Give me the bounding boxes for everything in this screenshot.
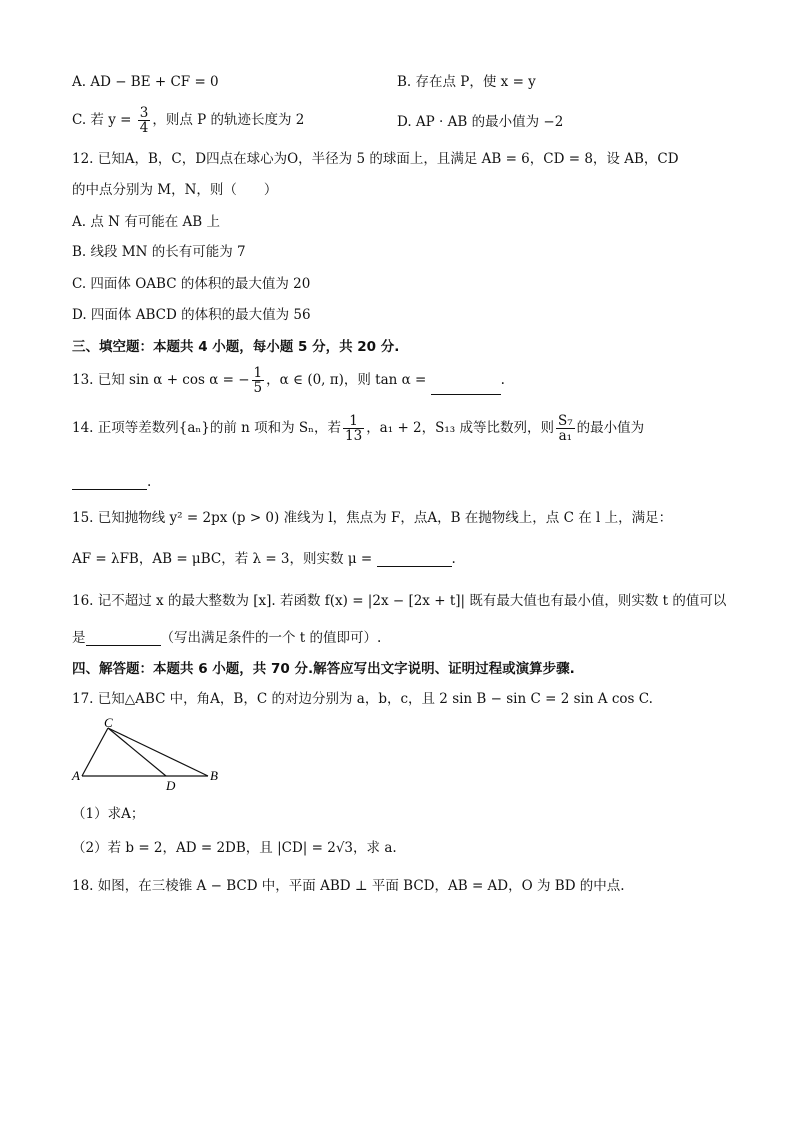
q12-stem-line2: 的中点分别为 M，N，则（ ） <box>72 182 278 198</box>
q18-stem: 18. 如图，在三棱锥 A − BCD 中，平面 ABD ⊥ 平面 BCD，AB = AD，O 为 BD 的中点. <box>72 878 625 894</box>
q15-condition: AF = λFB，AB = μBC，若 λ = 3，则实数 μ = <box>72 551 373 567</box>
fraction-numerator: 1 <box>343 414 364 429</box>
q14-mid: ，a₁ + 2，S₁₃ 成等比数列，则 <box>366 420 554 437</box>
q11-option-d: D. AP · AB 的最小值为 −2 <box>397 114 564 130</box>
q13-suffix: ，α ∈ (0, π)，则 tan α = <box>266 372 427 389</box>
q13-prefix: 13. 已知 sin α + cos α = − <box>72 372 250 389</box>
q11-option-c-suffix: ，则点 P 的轨迹长度为 2 <box>152 112 305 129</box>
q11-option-b: B. 存在点 P，使 x = y <box>397 74 536 90</box>
fraction <box>556 414 575 443</box>
vertex-label-b: B <box>210 768 218 783</box>
q12-option-b: B. 线段 MN 的长有可能为 7 <box>72 244 246 260</box>
fraction-denominator: a₁ <box>558 428 573 445</box>
vertex-label-c: C <box>104 718 113 730</box>
side-ca <box>82 728 108 776</box>
q16-line1: 16. 记不超过 x 的最大整数为 [x]. 若函数 f(x) = |2x − [2x + t]| 既有最大值也有最小值，则实数 t 的值可以 <box>72 593 727 609</box>
q14-prefix: 14. 正项等差数列{aₙ}的前 n 项和为 Sₙ，若 <box>72 420 341 437</box>
q12-option-d: D. 四面体 ABCD 的体积的最大值为 56 <box>72 307 311 323</box>
q15-end: . <box>451 551 456 567</box>
fraction-denominator: 4 <box>139 120 149 137</box>
q17-part1: （1）求A； <box>72 806 145 822</box>
q14-end: . <box>147 474 152 490</box>
fraction-numerator: 3 <box>139 105 149 121</box>
q14-answer-line <box>72 476 151 490</box>
triangle-figure <box>70 718 230 796</box>
q13-end: . <box>500 372 505 389</box>
answer-blank[interactable] <box>377 566 452 567</box>
q15-line1: 15. 已知抛物线 y² = 2px (p > 0) 准线为 l，焦点为 F，点A，B 在抛物线上，点 C 在 l 上，满足： <box>72 510 673 526</box>
answer-blank[interactable] <box>86 645 161 646</box>
q14 <box>72 414 644 443</box>
q14-suffix: 的最小值为 <box>576 420 645 437</box>
fraction <box>138 106 151 135</box>
fraction-denominator: 5 <box>253 380 263 397</box>
q16-line2-prefix: 是 <box>72 630 86 646</box>
q17-stem: 17. 已知△ABC 中，角A，B，C 的对边分别为 a，b，c，且 2 sin B − sin C = 2 sin A cos C. <box>72 691 653 707</box>
q11-option-c-prefix: C. 若 y = <box>72 112 136 129</box>
section-4-heading: 四、解答题：本题共 6 小题，共 70 分.解答应写出文字说明、证明过程或演算步骤. <box>72 661 575 677</box>
fraction-denominator: 13 <box>345 428 363 445</box>
q11-option-c <box>72 106 304 135</box>
q12-stem-line1: 12. 已知A，B，C，D四点在球心为O，半径为 5 的球面上，且满足 AB = 6，CD = 8，设 AB，CD <box>72 151 679 167</box>
point-label-d: D <box>166 778 176 793</box>
q12-option-a: A. 点 N 有可能在 AB 上 <box>72 214 220 230</box>
fraction <box>343 414 364 443</box>
fraction-numerator: 1 <box>253 365 263 381</box>
fraction-numerator: S₇ <box>558 413 573 429</box>
section-3-heading: 三、填空题：本题共 4 小题，每小题 5 分，共 20 分. <box>72 339 400 355</box>
fraction <box>252 366 265 395</box>
answer-blank[interactable] <box>72 489 147 490</box>
q12-option-c: C. 四面体 OABC 的体积的最大值为 20 <box>72 276 311 292</box>
q17-part2: （2）若 b = 2，AD = 2DB，且 |CD| = 2√3，求 a. <box>72 840 397 856</box>
q16-line2-suffix: （写出满足条件的一个 t 的值即可）. <box>160 630 382 646</box>
q11-option-a: A. AD − BE + CF = 0 <box>72 74 219 90</box>
q16-line2 <box>72 632 381 646</box>
vertex-label-a: A <box>72 768 80 783</box>
answer-blank[interactable] <box>431 394 501 395</box>
q13 <box>72 366 505 395</box>
q15-line2 <box>72 553 456 567</box>
